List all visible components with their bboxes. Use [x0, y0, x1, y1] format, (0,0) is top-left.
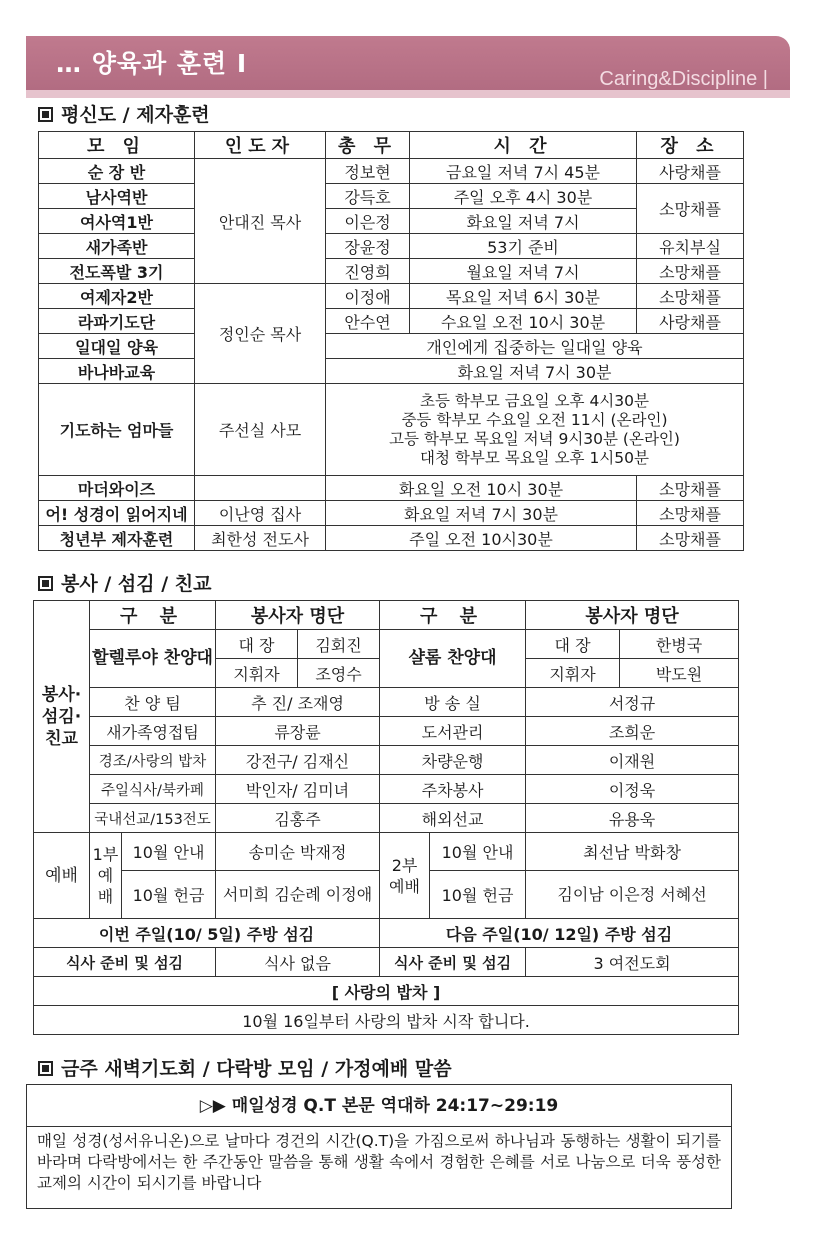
volunteer-name: 추 진/ 조재영 — [216, 688, 380, 717]
table-row — [34, 630, 739, 659]
kitchen-value: 3 여전도회 — [526, 948, 739, 977]
page-subtitle: Caring&Discipline | — [599, 68, 768, 90]
table-row — [34, 746, 739, 775]
volunteer-name: 조영수 — [298, 659, 380, 688]
meeting-place: 소망채플 — [637, 501, 744, 526]
category-label: 방 송 실 — [380, 688, 526, 717]
manager-name: 이은정 — [326, 209, 410, 234]
duty-label: 10월 안내 — [122, 833, 216, 871]
kitchen-label: 식사 준비 및 섬김 — [34, 948, 216, 977]
group-name: 기도하는 엄마들 — [39, 384, 195, 476]
table-row — [39, 384, 744, 476]
col-header-volunteers: 봉사자 명단 — [526, 601, 739, 630]
choir-name: 할렐루야 찬양대 — [90, 630, 216, 688]
banner-strip — [26, 90, 790, 98]
table-row — [34, 688, 739, 717]
table-row — [39, 309, 744, 334]
category-label: 주차봉사 — [380, 775, 526, 804]
leader-name: 안대진 목사 — [195, 159, 326, 284]
volunteer-name: 조희운 — [526, 717, 739, 746]
meeting-time: 주일 오후 4시 30분 — [410, 184, 637, 209]
service-2-label: 2부 예배 — [380, 833, 430, 919]
meeting-time: 주일 오전 10시30분 — [326, 526, 637, 551]
notice-title-row — [34, 977, 739, 1006]
leader-name: 정인순 목사 — [195, 284, 326, 384]
duty-label: 10월 헌금 — [122, 871, 216, 919]
col-header-manager: 총 무 — [326, 132, 410, 159]
group-name: 라파기도단 — [39, 309, 195, 334]
category-label: 새가족영접팀 — [90, 717, 216, 746]
volunteer-name: 김이남 이은정 서혜선 — [526, 871, 739, 919]
group-name: 어! 성경이 읽어지네 — [39, 501, 195, 526]
kitchen-label: 식사 준비 및 섬김 — [380, 948, 526, 977]
group-name: 바나바교육 — [39, 359, 195, 384]
square-bullet-icon — [38, 576, 53, 591]
group-name: 남사역반 — [39, 184, 195, 209]
square-bullet-icon — [38, 1061, 53, 1076]
manager-name: 장윤정 — [326, 234, 410, 259]
table-row — [39, 359, 744, 384]
qt-box — [26, 1084, 732, 1209]
square-bullet-icon — [38, 107, 53, 122]
category-label: 국내선교/153전도 — [90, 804, 216, 833]
group-name: 일대일 양육 — [39, 334, 195, 359]
table-row — [39, 234, 744, 259]
col-header-group: 모 임 — [39, 132, 195, 159]
table-row — [34, 775, 739, 804]
side-label: 봉사·섬김·친교 — [34, 601, 90, 833]
duty-label: 10월 헌금 — [430, 871, 526, 919]
leader-name: 이난영 집사 — [195, 501, 326, 526]
col-header-category: 구 분 — [90, 601, 216, 630]
manager-name: 진영희 — [326, 259, 410, 284]
section-title-qt: 금주 새벽기도회 / 다락방 모임 / 가정예배 말씀 — [38, 1054, 452, 1081]
category-label: 도서관리 — [380, 717, 526, 746]
volunteer-name: 송미순 박재정 — [216, 833, 380, 871]
group-name: 청년부 제자훈련 — [39, 526, 195, 551]
category-label: 해외선교 — [380, 804, 526, 833]
meeting-time: 개인에게 집중하는 일대일 양육 — [326, 334, 744, 359]
role-label: 대 장 — [216, 630, 298, 659]
volunteer-name: 이정욱 — [526, 775, 739, 804]
meeting-time: 목요일 저녁 6시 30분 — [410, 284, 637, 309]
meeting-time: 수요일 오전 10시 30분 — [410, 309, 637, 334]
volunteer-name: 김회진 — [298, 630, 380, 659]
volunteer-name: 류장륜 — [216, 717, 380, 746]
group-name: 마더와이즈 — [39, 476, 195, 501]
volunteer-name: 최선남 박화창 — [526, 833, 739, 871]
time-line: 초등 학부모 금요일 오후 4시30분 — [420, 391, 649, 410]
volunteer-name: 유용욱 — [526, 804, 739, 833]
header-banner — [26, 36, 790, 98]
kitchen-this-week: 이번 주일(10/ 5일) 주방 섬김 — [34, 919, 380, 948]
page-title: … 양육과 훈련 I — [56, 49, 248, 78]
qt-title: ▷▶ 매일성경 Q.T 본문 역대하 24:17~29:19 — [27, 1085, 731, 1127]
table-row — [39, 526, 744, 551]
category-label: 찬 양 팀 — [90, 688, 216, 717]
volunteer-name: 박인자/ 김미녀 — [216, 775, 380, 804]
meeting-place: 소망채플 — [637, 284, 744, 309]
kitchen-detail-row — [34, 948, 739, 977]
table-row — [39, 159, 744, 184]
leader-name: 최한성 전도사 — [195, 526, 326, 551]
group-name: 순 장 반 — [39, 159, 195, 184]
meeting-time: 금요일 저녁 7시 45분 — [410, 159, 637, 184]
volunteer-name: 김홍주 — [216, 804, 380, 833]
table-row — [39, 476, 744, 501]
volunteer-name: 서정규 — [526, 688, 739, 717]
section-title-service: 봉사 / 섬김 / 친교 — [38, 569, 211, 596]
leader-name: 주선실 사모 — [195, 384, 326, 476]
manager-name: 안수연 — [326, 309, 410, 334]
table-header-row — [39, 132, 744, 159]
group-name: 전도폭발 3기 — [39, 259, 195, 284]
group-name: 여사역1반 — [39, 209, 195, 234]
time-line: 고등 학부모 목요일 저녁 9시30분 (온라인) — [389, 429, 680, 448]
meeting-time: 화요일 저녁 7시 30분 — [326, 501, 637, 526]
worship-label: 예배 — [34, 833, 90, 919]
meeting-place: 사랑채플 — [637, 309, 744, 334]
volunteer-name: 서미희 김순례 이정애 — [216, 871, 380, 919]
table-row — [39, 284, 744, 309]
volunteer-name: 박도원 — [620, 659, 739, 688]
volunteer-name: 이재원 — [526, 746, 739, 775]
manager-name: 이정애 — [326, 284, 410, 309]
qt-text: 매일 성경(성서유니온)으로 날마다 경건의 시간(Q.T)을 가짐으로써 하나님과 동행하는 생활이 되기를 바라며 다락방에서는 한 주간동안 말씀을 통해 생활 속에서 경험한 은혜를 서로 나눔으로 더욱 풍성한 교제의 시간이 되시기를 바랍니다 — [37, 1132, 721, 1192]
kitchen-value: 식사 없음 — [216, 948, 380, 977]
role-label: 지휘자 — [526, 659, 620, 688]
meeting-place: 유치부실 — [637, 234, 744, 259]
table-row — [39, 501, 744, 526]
table-row — [34, 804, 739, 833]
worship-row — [34, 833, 739, 871]
col-header-volunteers: 봉사자 명단 — [216, 601, 380, 630]
group-name: 새가족반 — [39, 234, 195, 259]
table-row — [39, 184, 744, 209]
meeting-time: 53기 준비 — [410, 234, 637, 259]
table-row — [39, 334, 744, 359]
col-header-place: 장 소 — [637, 132, 744, 159]
manager-name: 강득호 — [326, 184, 410, 209]
choir-name: 샬롬 찬양대 — [380, 630, 526, 688]
col-header-time: 시 간 — [410, 132, 637, 159]
time-line: 중등 학부모 수요일 오전 11시 (온라인) — [401, 410, 668, 429]
time-line: 대청 학부모 목요일 오후 1시50분 — [420, 448, 649, 467]
volunteer-name: 강전구/ 김재신 — [216, 746, 380, 775]
meeting-time: 월요일 저녁 7시 — [410, 259, 637, 284]
kitchen-week-row — [34, 919, 739, 948]
meeting-place: 사랑채플 — [637, 159, 744, 184]
meeting-time: 화요일 저녁 7시 30분 — [326, 359, 744, 384]
section-title-discipleship: 평신도 / 제자훈련 — [38, 100, 210, 127]
service-table — [33, 600, 739, 1035]
meeting-place: 소망채플 — [637, 526, 744, 551]
category-label: 차량운행 — [380, 746, 526, 775]
meeting-time-multi — [326, 384, 744, 476]
meeting-time: 화요일 저녁 7시 — [410, 209, 637, 234]
kitchen-next-week: 다음 주일(10/ 12일) 주방 섬김 — [380, 919, 739, 948]
notice-title: [ 사랑의 밥차 ] — [34, 977, 739, 1006]
category-label: 경조/사랑의 밥차 — [90, 746, 216, 775]
meeting-place: 소망채플 — [637, 259, 744, 284]
notice-text: 10월 16일부터 사랑의 밥차 시작 합니다. — [34, 1006, 739, 1035]
group-name: 여제자2반 — [39, 284, 195, 309]
meeting-time: 화요일 오전 10시 30분 — [326, 476, 637, 501]
volunteer-name: 한병국 — [620, 630, 739, 659]
table-header-row — [34, 601, 739, 630]
role-label: 대 장 — [526, 630, 620, 659]
table-row — [39, 259, 744, 284]
role-label: 지휘자 — [216, 659, 298, 688]
col-header-leader: 인도자 — [195, 132, 326, 159]
duty-label: 10월 안내 — [430, 833, 526, 871]
meeting-place: 소망채플 — [637, 476, 744, 501]
category-label: 주일식사/북카페 — [90, 775, 216, 804]
discipleship-table — [38, 131, 744, 551]
leader-name-empty — [195, 476, 326, 501]
notice-text-row — [34, 1006, 739, 1035]
service-1-label: 1부 예배 — [90, 833, 122, 919]
meeting-place: 소망채플 — [637, 184, 744, 234]
manager-name: 정보현 — [326, 159, 410, 184]
col-header-category: 구 분 — [380, 601, 526, 630]
table-row — [34, 717, 739, 746]
